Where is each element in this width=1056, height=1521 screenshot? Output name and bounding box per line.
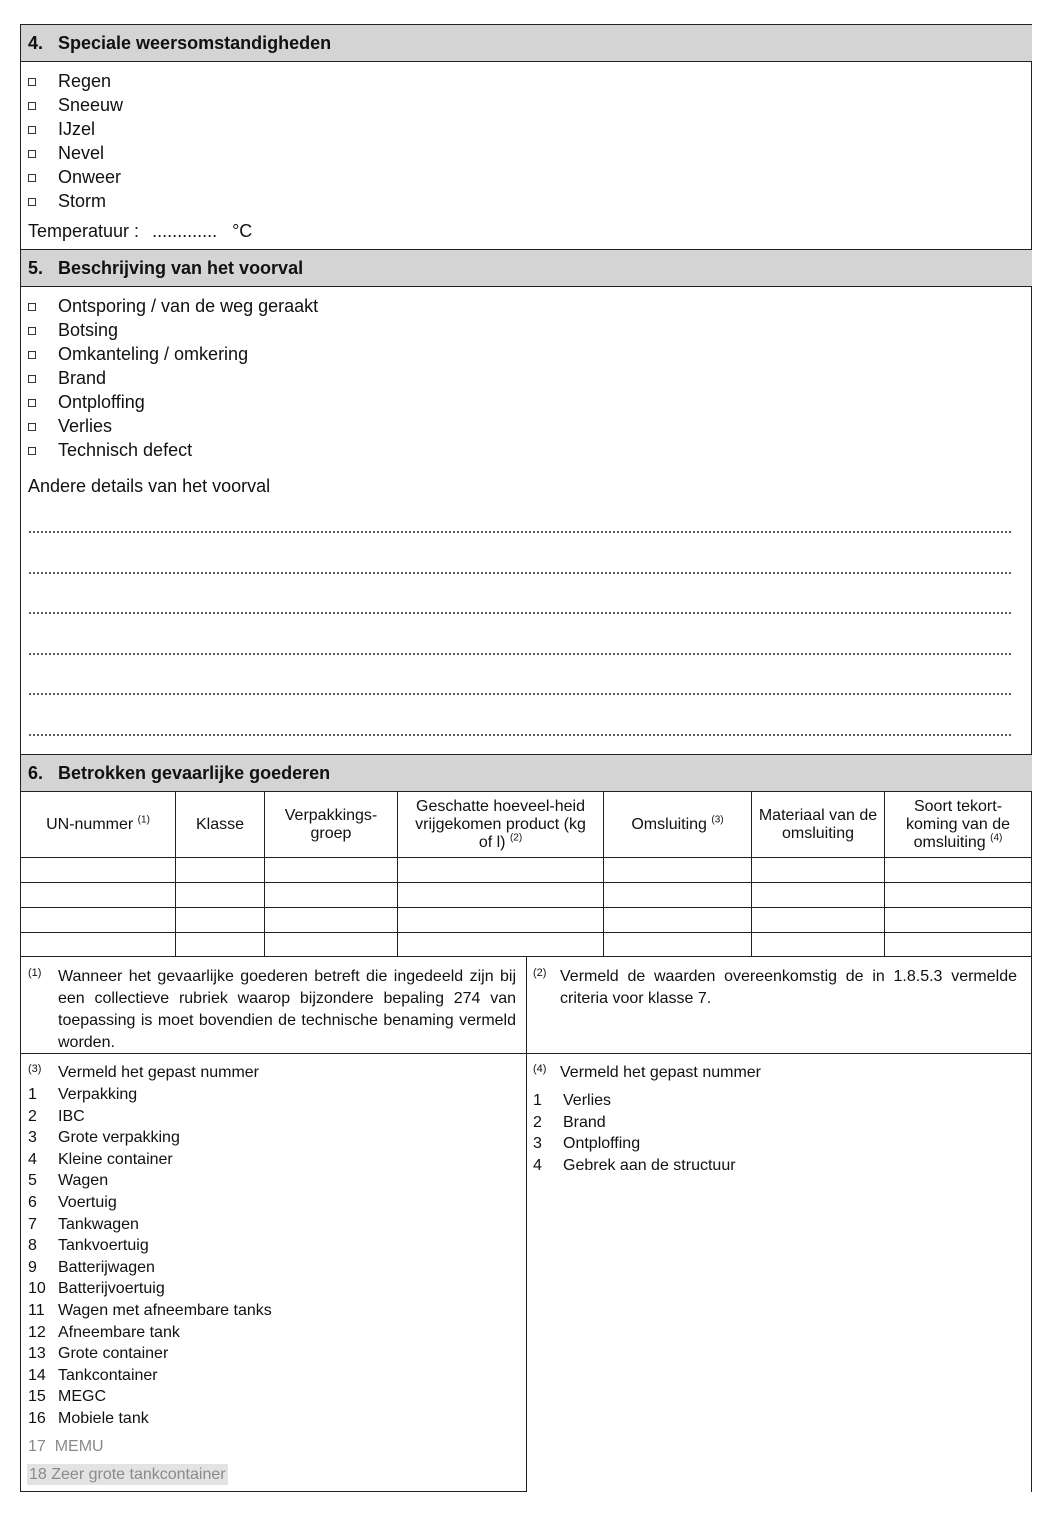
other-details-label: Andere details van het voorval bbox=[28, 476, 271, 496]
failure-code-number: 4 bbox=[533, 1156, 542, 1174]
table-cell-input[interactable] bbox=[752, 933, 884, 956]
containment-code-number: 12 bbox=[28, 1323, 46, 1341]
col-header-quantity-text: Geschatte hoeveel-heid vrijgekomen product (kg of l) bbox=[415, 798, 586, 851]
footnote-ref-1: (1) bbox=[137, 814, 150, 826]
containment-code-label: Batterijwagen bbox=[58, 1258, 155, 1276]
footnote-3-title: Vermeld het gepast nummer bbox=[58, 1064, 259, 1081]
checkbox-label: IJzel bbox=[58, 119, 96, 139]
checkbox-icon[interactable] bbox=[28, 447, 36, 455]
containment-code-label: Verpakking bbox=[58, 1086, 138, 1103]
table-cell-input[interactable] bbox=[604, 933, 751, 956]
section-6-header bbox=[21, 754, 1032, 792]
section-5-title: Beschrijving van het voorval bbox=[58, 258, 304, 278]
containment-code-number: 5 bbox=[28, 1172, 37, 1190]
checkbox-icon[interactable] bbox=[28, 150, 36, 158]
containment-code-number: 10 bbox=[28, 1280, 46, 1298]
table-cell-input[interactable] bbox=[21, 858, 175, 881]
details-line-4[interactable] bbox=[28, 653, 1011, 655]
checkbox-label: Verlies bbox=[58, 416, 113, 436]
table-cell-input[interactable] bbox=[265, 858, 397, 881]
table-cell-input[interactable] bbox=[398, 908, 603, 931]
containment-code-label: Grote verpakking bbox=[58, 1129, 180, 1147]
checkbox-icon[interactable] bbox=[28, 102, 36, 110]
col-header-un-number bbox=[21, 792, 175, 858]
details-line-2[interactable] bbox=[28, 572, 1011, 574]
temperature-input[interactable]: ............. bbox=[152, 221, 218, 241]
checkbox-icon[interactable] bbox=[28, 78, 36, 86]
col-header-quantity bbox=[398, 792, 603, 858]
col-header-containment-text: Omsluiting bbox=[631, 816, 707, 833]
table-cell-input[interactable] bbox=[752, 883, 884, 906]
footnote-1-text: Wanneer het gevaarlijke goederen betreft die ingedeeld zijn bij een collectieve rubriek waarop bijzondere bepaling 274 van toepassing is moet bovendien de technische benaming vermeld worden. bbox=[58, 968, 516, 1051]
containment-code-label: Grote container bbox=[58, 1345, 169, 1363]
table-cell-input[interactable] bbox=[885, 933, 1031, 956]
containment-code-label: Mobiele tank bbox=[58, 1410, 149, 1427]
failure-code-label: Gebrek aan de structuur bbox=[563, 1156, 736, 1174]
footnote-4-mark: (4) bbox=[533, 1063, 547, 1075]
footnote-4-heading bbox=[533, 1062, 1013, 1084]
failure-code-number: 2 bbox=[533, 1113, 542, 1131]
table-cell-input[interactable] bbox=[176, 933, 264, 956]
section-6-number: 6. bbox=[28, 763, 44, 783]
containment-code-17: 17 MEMU bbox=[28, 1438, 104, 1455]
containment-code-label: Tankvoertuig bbox=[58, 1237, 149, 1255]
failure-code-label: Ontploffing bbox=[563, 1135, 641, 1153]
footnote-1 bbox=[28, 966, 516, 1054]
table-cell-input[interactable] bbox=[885, 908, 1031, 931]
col-header-containment-material-text: Materiaal van de omsluiting bbox=[758, 807, 878, 842]
failure-code-label: Brand bbox=[563, 1113, 606, 1131]
section-4-number: 4. bbox=[28, 33, 44, 53]
temperature-label: Temperatuur : bbox=[28, 221, 140, 241]
checkbox-label: Ontsporing / van de weg geraakt bbox=[58, 296, 319, 316]
temperature-row bbox=[28, 219, 252, 243]
section-5-header bbox=[21, 249, 1032, 287]
col-header-containment-failure bbox=[885, 792, 1031, 858]
col-header-class-text: Klasse bbox=[195, 816, 245, 833]
temperature-unit: °C bbox=[232, 221, 253, 241]
table-cell-input[interactable] bbox=[265, 883, 397, 906]
footnote-2 bbox=[533, 966, 1017, 1010]
col-header-packing-group bbox=[265, 792, 397, 858]
col-header-packing-group-text: Verpakkings-groep bbox=[284, 807, 378, 842]
containment-code-number: 4 bbox=[28, 1150, 37, 1168]
col-header-containment-material bbox=[752, 792, 884, 858]
table-cell-input[interactable] bbox=[752, 858, 884, 881]
footnote-ref-4: (4) bbox=[990, 832, 1003, 844]
details-line-1[interactable] bbox=[28, 531, 1011, 533]
checkbox-icon[interactable] bbox=[28, 351, 36, 359]
containment-code-number: 14 bbox=[28, 1366, 46, 1384]
section-4-title: Speciale weersomstandigheden bbox=[58, 33, 332, 53]
checkbox-icon[interactable] bbox=[28, 303, 36, 311]
col-header-un-number-text: UN-nummer bbox=[46, 816, 134, 833]
footnote-divider-vertical bbox=[526, 956, 527, 1492]
containment-code-label: Wagen bbox=[58, 1172, 109, 1190]
containment-code-label: Wagen met afneembare tanks bbox=[58, 1302, 272, 1319]
failure-code-number: 1 bbox=[533, 1092, 542, 1109]
table-cell-input[interactable] bbox=[398, 858, 603, 881]
col-header-class bbox=[176, 792, 264, 858]
details-line-6[interactable] bbox=[28, 734, 1011, 736]
table-cell-input[interactable] bbox=[885, 858, 1031, 881]
table-cell-input[interactable] bbox=[885, 883, 1031, 906]
checkbox-icon[interactable] bbox=[28, 327, 36, 335]
containment-code-label: Kleine container bbox=[58, 1150, 173, 1168]
section-6-title: Betrokken gevaarlijke goederen bbox=[58, 763, 331, 783]
checkbox-icon[interactable] bbox=[28, 399, 36, 407]
containment-code-number: 6 bbox=[28, 1194, 37, 1211]
footnote-3-heading bbox=[28, 1062, 508, 1084]
containment-code-label: IBC bbox=[58, 1107, 85, 1125]
checkbox-label: Ontploffing bbox=[58, 392, 145, 412]
containment-code-label: Voertuig bbox=[58, 1194, 117, 1211]
containment-code-number: 15 bbox=[28, 1388, 46, 1406]
details-line-3[interactable] bbox=[28, 612, 1011, 614]
containment-code-number: 2 bbox=[28, 1107, 37, 1125]
containment-code-label: MEGC bbox=[58, 1388, 106, 1406]
checkbox-label: Brand bbox=[58, 368, 107, 388]
failure-code-label: Verlies bbox=[563, 1092, 612, 1109]
footnote-4-title: Vermeld het gepast nummer bbox=[560, 1064, 761, 1081]
col-header-containment bbox=[604, 792, 751, 858]
containment-code-18: 18 Zeer grote tankcontainer bbox=[29, 1466, 226, 1483]
containment-code-number: 16 bbox=[28, 1410, 46, 1427]
footnote-1-mark: (1) bbox=[28, 967, 42, 979]
table-cell-input[interactable] bbox=[265, 908, 397, 931]
containment-code-number: 9 bbox=[28, 1258, 37, 1276]
containment-code-label: Afneembare tank bbox=[58, 1323, 180, 1341]
containment-code-label: Tankcontainer bbox=[58, 1366, 158, 1384]
footnote-3-mark: (3) bbox=[28, 1063, 42, 1075]
checkbox-icon[interactable] bbox=[28, 126, 36, 134]
checkbox-label: Technisch defect bbox=[58, 440, 193, 460]
table-cell-input[interactable] bbox=[752, 908, 884, 931]
table-cell-input[interactable] bbox=[21, 908, 175, 931]
containment-code-number: 3 bbox=[28, 1129, 37, 1147]
containment-code-number: 13 bbox=[28, 1345, 46, 1363]
checkbox-label: Sneeuw bbox=[58, 95, 124, 115]
col-header-containment-failure-text: Soort tekort-koming van de omsluiting bbox=[905, 798, 1011, 851]
table-cell-input[interactable] bbox=[21, 883, 175, 906]
checkbox-label: Nevel bbox=[58, 143, 105, 163]
footnote-2-mark: (2) bbox=[533, 967, 547, 979]
checkbox-label: Regen bbox=[58, 71, 112, 91]
containment-code-label: Batterijvoertuig bbox=[58, 1280, 165, 1298]
table-cell-input[interactable] bbox=[176, 858, 264, 881]
table-cell-input[interactable] bbox=[265, 933, 397, 956]
details-line-5[interactable] bbox=[28, 693, 1011, 695]
footnote-2-text: Vermeld de waarden overeenkomstig de in 1.8.5.3 vermelde criteria voor klasse 7. bbox=[560, 968, 1017, 1007]
containment-code-number: 11 bbox=[28, 1302, 45, 1319]
footnote-ref-3: (3) bbox=[711, 814, 724, 826]
containment-code-number: 8 bbox=[28, 1237, 37, 1255]
section-4-header bbox=[21, 24, 1032, 62]
containment-code-label: Tankwagen bbox=[58, 1215, 139, 1233]
table-cell-input[interactable] bbox=[398, 933, 603, 956]
table-cell-input[interactable] bbox=[604, 858, 751, 881]
section-5-number: 5. bbox=[28, 258, 44, 278]
checkbox-label: Storm bbox=[58, 191, 107, 211]
checkbox-label: Omkanteling / omkering bbox=[58, 344, 249, 364]
checkbox-icon[interactable] bbox=[28, 198, 36, 206]
table-cell-input[interactable] bbox=[176, 883, 264, 906]
table-cell-input[interactable] bbox=[176, 908, 264, 931]
checkbox-icon[interactable] bbox=[28, 375, 36, 383]
table-cell-input[interactable] bbox=[604, 908, 751, 931]
containment-code-number: 1 bbox=[28, 1086, 37, 1103]
checkbox-label: Botsing bbox=[58, 320, 119, 340]
checkbox-icon[interactable] bbox=[28, 174, 36, 182]
table-cell-input[interactable] bbox=[604, 883, 751, 906]
footnote-bottom-line bbox=[20, 1491, 527, 1492]
containment-code-number: 7 bbox=[28, 1215, 37, 1233]
checkbox-label: Onweer bbox=[58, 167, 122, 187]
table-cell-input[interactable] bbox=[21, 933, 175, 956]
table-cell-input[interactable] bbox=[398, 883, 603, 906]
checkbox-icon[interactable] bbox=[28, 423, 36, 431]
footnote-ref-2: (2) bbox=[509, 832, 523, 844]
failure-code-number: 3 bbox=[533, 1135, 542, 1153]
